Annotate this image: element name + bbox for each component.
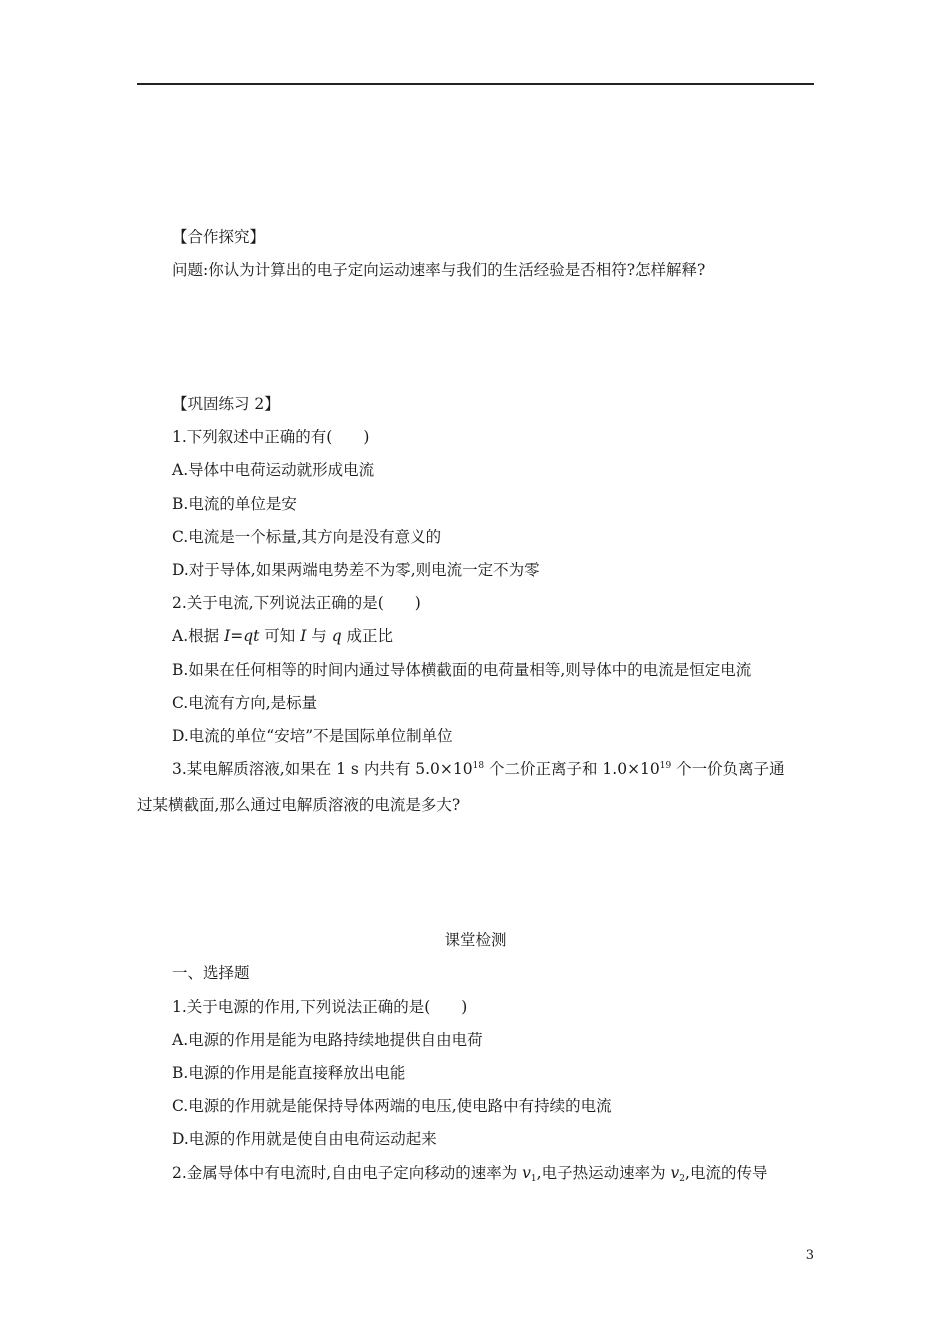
header-rule xyxy=(137,83,814,85)
practice-q3-line2: 过某横截面,那么通过电解质溶液的电流是多大? xyxy=(137,796,461,814)
classroom-q1-option-d: D.电源的作用就是使自由电荷运动起来 xyxy=(172,1130,437,1148)
practice-title: 【巩固练习 2】 xyxy=(172,395,280,413)
practice-q2-option-d: D.电流的单位“安培”不是国际单位制单位 xyxy=(172,727,453,745)
classroom-title: 课堂检测 xyxy=(444,931,507,949)
practice-q1-option-d: D.对于导体,如果两端电势差不为零,则电流一定不为零 xyxy=(172,561,540,579)
practice-q1-stem: 1.下列叙述中正确的有( ) xyxy=(172,428,370,446)
practice-q1-option-c: C.电流是一个标量,其方向是没有意义的 xyxy=(172,528,442,546)
practice-q3-line1: 3.某电解质溶液,如果在 1 s 内共有 $5.0\times 10^{18}$ 个二价正离子和 $1.0\times 10^{19}$ 个一价负离子通 xyxy=(172,760,785,778)
classroom-q1-option-c: C.电源的作用就是能保持导体两端的电压,使电路中有持续的电流 xyxy=(172,1097,612,1115)
practice-q2-option-b: B.如果在任何相等的时间内通过导体横截面的电荷量相等,则导体中的电流是恒定电流 xyxy=(172,661,752,679)
classroom-section: 一、选择题 xyxy=(172,964,250,982)
classroom-q2-line1: 2.金属导体中有电流时,自由电子定向移动的速率为 $v_1$,电子热运动速率为 $v_2$,电流的传导 xyxy=(172,1164,768,1184)
practice-q2-option-a: A.根据 I=qt 可知 I 与 q 成正比 xyxy=(172,627,394,645)
practice-q2-stem: 2.关于电流,下列说法正确的是( ) xyxy=(172,594,421,612)
practice-q1-option-b: B.电流的单位是安 xyxy=(172,495,297,513)
classroom-q1-option-a: A.电源的作用是能为电路持续地提供自由电荷 xyxy=(172,1031,483,1049)
classroom-q1-option-b: B.电源的作用是能直接释放出电能 xyxy=(172,1064,406,1082)
page-number: 3 xyxy=(805,1248,814,1263)
classroom-q1-stem: 1.关于电源的作用,下列说法正确的是( ) xyxy=(172,998,468,1016)
practice-q2-option-c: C.电流有方向,是标量 xyxy=(172,694,318,712)
cooperative-question: 问题:你认为计算出的电子定向运动速率与我们的生活经验是否相符?怎样解释? xyxy=(172,261,706,279)
practice-q1-option-a: A.导体中电荷运动就形成电流 xyxy=(172,461,375,479)
cooperative-title: 【合作探究】 xyxy=(172,228,266,246)
